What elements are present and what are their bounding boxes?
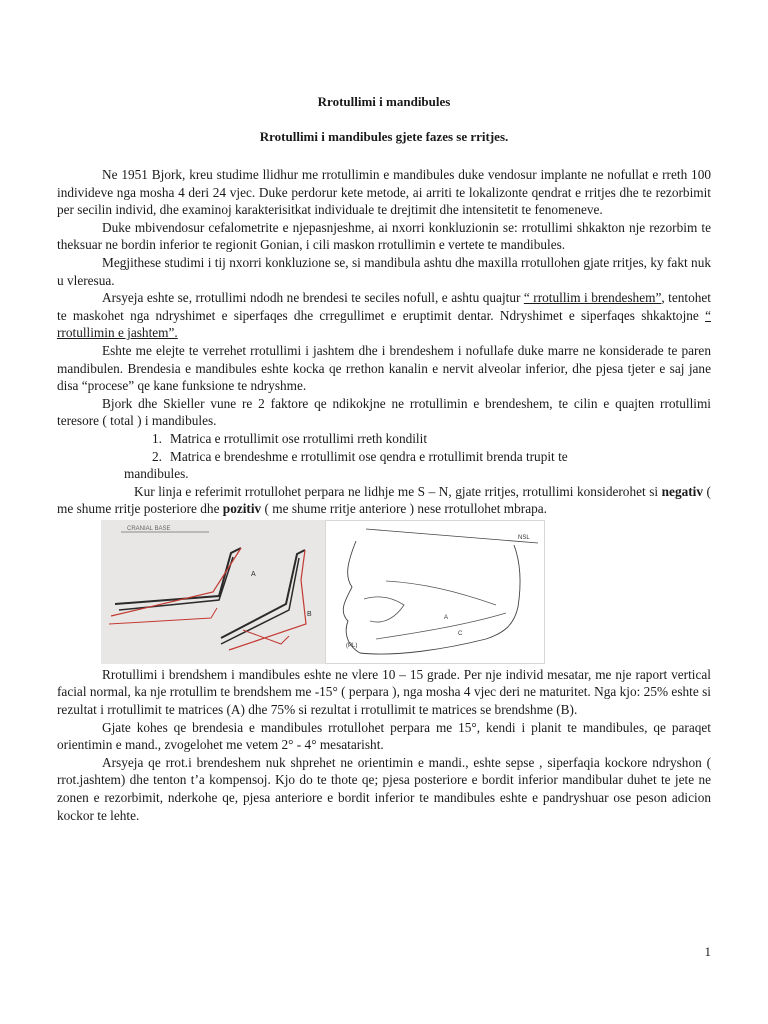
document-title: Rrotullimi i mandibules <box>317 94 451 109</box>
label-c: C <box>458 630 463 637</box>
list-item-text: Matrica e brendeshme e rrotullimit ose qendra e rrotullimit brenda trupit te <box>170 448 568 464</box>
list-item <box>57 430 711 448</box>
list-item-number: 2. <box>152 448 162 464</box>
cephalometric-profile-drawing <box>325 520 545 664</box>
list-item-number: 1. <box>152 430 162 446</box>
list-item-text: Matrica e rrotullimit ose rrotullimi rreth kondilit <box>170 430 428 446</box>
paragraph-6: Bjork dhe Skieller vune re 2 faktore qe ndikokjne ne rrotullimin e brendeshem, te cilin e quajten rrotullimi teresore ( total ) i mandibules. <box>57 395 711 429</box>
paragraph-10: Arsyeja qe rrot.i brendeshem nuk shprehet ne orientimin e mandi., eshte sepse , siperfaqia kockore ndryshon ( rrot.jashtem) dhe tenton t’a kompensoj. Kjo do te thote qe; pjesa posteriore e bordit inferior mandibular duhet te jete ne zonen e rezorbimit, nderkohe qe, pjesa anteriore e bordit inferior te mandibules eshte e pandryshuar ose peson adicion kockor te lehte. <box>57 754 711 823</box>
paragraph-8: Rrotullimi i brendshem i mandibules eshte ne vlere 10 – 15 grade. Per nje individ mesatar, me nje raport vertical facial normal, ka nje rrotullim te brendshem me -15° ( perpara ), nga mosha 4 vjec deri ne maturitet. Nga kjo: 25% eshte si rezultat i rrotullimit te matrices (A) dhe 75% si rezultat i rrotullimit te matrices se brendshme (B). <box>57 666 711 718</box>
paragraph-3: Megjithese studimi i tij nxorri konkluzione se, si mandibula ashtu dhe maxilla rrotullohen gjate rritjes, ky fakt nuk u vleresua. <box>57 254 711 288</box>
ramus-outline <box>514 545 520 607</box>
paragraph-2: Duke mbivendosur cefalometrite e njepasnjeshme, ai nxorri konkluzionin se: rrotullimi shkakton nje rezorbim te theksuar ne bordin inferior te regionit Gonian, i cili maskon rrotullimin e vertete te mandibules. <box>57 219 711 253</box>
label-a: A <box>444 614 449 621</box>
pl-label: (PL) <box>346 642 358 649</box>
label-b: B <box>307 610 312 618</box>
list-item <box>57 448 711 466</box>
paragraph-7-text-a: Kur linja e referimit rrotullohet perpara ne lidhje me S – N, gjate rritjes, rrotullimi konsiderohet si <box>134 483 662 499</box>
figure-row <box>101 520 545 664</box>
numbered-list <box>57 430 711 483</box>
teeth-outline <box>364 597 404 622</box>
document-body <box>57 166 711 824</box>
mandibular-plane-line <box>376 613 506 639</box>
paragraph-4-text-a: Arsyeja eshte se, rrotullimi ndodh ne brendesi te seciles nofull, e ashtu quajtur <box>102 290 524 306</box>
cranial-base-label: CRANIAL BASE <box>127 525 171 532</box>
paragraph-7-text-d: ( me shume rritje anteriore ) nese rrotullohet mbrapa. <box>261 501 547 517</box>
mandible-border <box>360 607 518 654</box>
paragraph-4 <box>57 289 711 342</box>
underlined-term-internal-rotation: “ rrotullim i brendeshem” <box>523 290 662 306</box>
label-a: A <box>251 570 256 578</box>
paragraph-7 <box>57 483 711 518</box>
palatal-line <box>386 581 496 605</box>
facial-profile-outline <box>343 541 360 653</box>
paragraph-4-text-b: , tentohet te maskohet nga ndryshimet e siperfaqes dhe crregullimet e eruptimit dentar. Ndryshimet e siperfaqes shkaktojne <box>57 290 711 323</box>
document-subtitle: Rrotullimi i mandibules gjete fazes se rritjes. <box>259 129 509 144</box>
paragraph-1: Ne 1951 Bjork, kreu studime llidhur me rrotullimin e mandibules duke vendosur implante ne nofullat e rreth 100 individeve nga mosha 4 deri 24 vjec. Duke perdorur kete metode, ai arriti te lokalizonte qendrat e rritjes dhe te rezorbimit per secilin individ, dhe examinoj karakterisitkat individuale te drejtimit dhe intensitetit te fenomeneve. <box>57 167 711 218</box>
paragraph-9: Gjate kohes qe brendesia e mandibules rrotullohet perpara me 15°, kendi i planit te mandibules, qe paraqet orientimin e mand., zvogelohet me vetem 2° - 4° mesatarisht. <box>57 719 711 753</box>
bold-term-positive: pozitiv <box>222 501 262 517</box>
cephalometric-profile-svg <box>326 521 544 663</box>
page-number: 1 <box>704 944 711 959</box>
paragraph-5: Eshte me elejte te verrehet rrotullimi i jashtem dhe i brendeshem i nofullafe duke marre ne konsiderade te paren mandibulen. Brendesia e mandibules eshte kocka qe rrethon kanalin e nervit alveolar inferior, dhe pjesa tjeter e saj jane disa “procese” qe kane funksione te ndryshme. <box>57 342 711 394</box>
cranial-base-diagram <box>101 520 325 664</box>
nsl-line <box>366 529 538 543</box>
paragraph-7-text-c: ( me shume rritje posteriore dhe <box>57 483 711 517</box>
nsl-label: NSL <box>518 534 530 541</box>
bold-term-negative: negativ <box>661 483 704 499</box>
underlined-term-external-rotation: “ rrotullimin e jashtem”. <box>57 307 711 341</box>
list-item-continuation: mandibules. <box>124 466 189 482</box>
cranial-base-diagram-photo <box>101 520 325 664</box>
